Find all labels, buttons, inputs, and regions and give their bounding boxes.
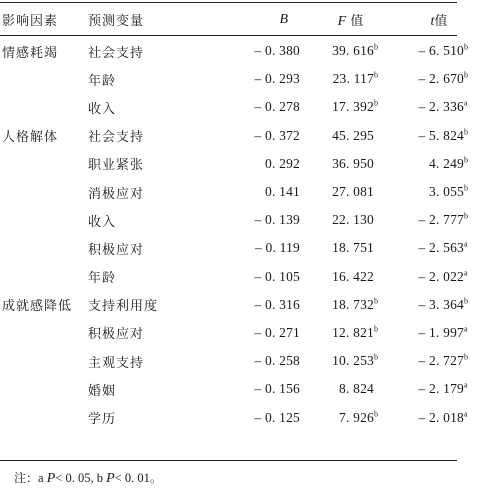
regression-table [0,6,485,432]
footnote-threshold-2: < 0. 01。 [114,471,163,485]
variable-cell: 收入 [88,214,117,230]
f-value: 18. 751 [332,240,374,256]
table-row [0,122,485,150]
b-cell: – 0. 139 [254,212,300,228]
f-cell [308,122,393,150]
variable-cell: 年龄 [88,73,117,89]
f-cell [308,319,393,347]
t-significance-mark: a [464,324,468,334]
b-cell: – 0. 258 [254,353,300,369]
variable-cell: 积极应对 [88,327,145,343]
t-significance-mark: a [464,98,468,108]
f-value: 18. 732 [332,296,374,312]
t-cell [393,291,485,319]
f-significance-mark: b [374,324,379,334]
table-row [0,291,485,319]
b-cell: 0. 141 [265,184,300,200]
f-value: 23. 117 [332,71,374,87]
factor-cell [0,93,82,121]
f-significance-mark: b [374,296,379,306]
header-row [0,6,485,33]
f-significance-mark: b [374,352,379,362]
b-cell: – 0. 316 [254,296,300,312]
f-cell [308,33,393,65]
variable-cell: 支持利用度 [88,299,159,315]
factor-cell [0,150,82,178]
t-cell [393,403,485,431]
t-value: – 2. 022 [418,268,464,284]
factor-cell [0,375,82,403]
table-row [0,319,485,347]
f-cell [308,263,393,291]
b-cell: – 0. 125 [254,409,300,425]
f-cell [308,93,393,121]
f-cell [308,178,393,206]
f-cell [308,234,393,262]
variable-cell: 积极应对 [88,242,145,258]
f-value: 8. 824 [339,381,374,397]
header-t-word: 值 [434,13,448,29]
t-significance-mark: b [464,42,469,52]
b-cell: 0. 292 [265,155,300,171]
table-row [0,403,485,431]
variable-cell: 学历 [88,412,117,428]
header-f-word: 值 [346,13,364,29]
t-value: – 2. 727 [418,353,464,369]
f-value: 7. 926 [339,409,374,425]
table-footnote [14,468,162,487]
t-value: – 2. 179 [418,381,464,397]
t-cell [393,33,485,65]
factor-cell [0,263,82,291]
table-row [0,150,485,178]
f-cell [308,65,393,93]
factor-cell [0,178,82,206]
t-significance-mark: b [464,211,469,221]
variable-cell: 社会支持 [88,45,145,61]
t-cell [393,150,485,178]
b-cell: – 0. 119 [255,240,300,256]
f-value: 16. 422 [332,268,374,284]
t-value: – 2. 563 [418,240,464,256]
t-significance-mark: a [464,239,468,249]
table-row [0,347,485,375]
variable-cell: 年龄 [88,271,117,287]
t-significance-mark: a [464,268,468,278]
table-row [0,234,485,262]
header-f [308,6,393,33]
table-row [0,206,485,234]
factor-cell [0,347,82,375]
b-cell: – 0. 156 [254,381,300,397]
footnote-threshold-1: < 0. 05, b [55,471,107,485]
b-cell: – 0. 372 [254,127,300,143]
t-value: – 1. 997 [418,324,464,340]
t-value: – 5. 824 [418,127,464,143]
t-cell [393,93,485,121]
f-cell [308,291,393,319]
t-cell [393,375,485,403]
t-value: – 2. 018 [418,409,464,425]
t-value: – 6. 510 [418,43,464,59]
f-significance-mark: b [374,42,379,52]
header-b: B [279,11,288,27]
factor-cell: 人格解体 [2,130,59,146]
header-factor: 影响因素 [2,14,59,29]
t-significance-mark: b [464,155,469,165]
f-cell [308,206,393,234]
t-significance-mark: b [464,70,469,80]
b-cell: – 0. 380 [254,43,300,59]
f-cell [308,403,393,431]
f-significance-mark: b [374,409,379,419]
f-value: 36. 950 [332,155,374,171]
header-f-symbol: F [337,13,347,29]
f-value: 10. 253 [332,353,374,369]
variable-cell: 收入 [88,101,117,117]
t-cell [393,234,485,262]
variable-cell: 主观支持 [88,355,145,371]
table-body [0,33,485,432]
f-cell [308,150,393,178]
t-value: – 2. 670 [418,71,464,87]
t-value: 4. 249 [429,155,464,171]
t-significance-mark: b [464,352,469,362]
f-value: 17. 392 [332,99,374,115]
variable-cell: 社会支持 [88,130,145,146]
t-significance-mark: a [464,380,468,390]
table-row [0,33,485,65]
f-value: 22. 130 [332,212,374,228]
t-cell [393,319,485,347]
t-significance-mark: b [464,127,469,137]
factor-cell [0,403,82,431]
t-significance-mark: a [464,409,468,419]
t-significance-mark: b [464,183,469,193]
t-value: – 3. 364 [418,296,464,312]
footnote-a: a [38,471,47,485]
footnote-p-symbol-1: P [46,471,56,486]
footnote-p-symbol-2: P [106,471,115,486]
t-value: 3. 055 [429,184,464,200]
factor-cell: 情感耗竭 [2,45,59,61]
t-cell [393,122,485,150]
footnote-label: 注： [14,471,39,485]
t-cell [393,263,485,291]
header-t-symbol: t [430,13,435,29]
t-value: – 2. 336 [418,99,464,115]
table-header [0,6,485,33]
b-cell: – 0. 105 [254,268,300,284]
table-row [0,178,485,206]
header-t [393,6,485,33]
top-rule [0,2,457,3]
b-cell: – 0. 271 [254,324,300,340]
f-cell [308,347,393,375]
t-cell [393,178,485,206]
table-row [0,263,485,291]
factor-cell [0,206,82,234]
variable-cell: 婚姻 [88,383,117,399]
f-significance-mark: b [374,70,379,80]
f-value: 45. 295 [332,127,374,143]
header-variable: 预测变量 [88,14,145,29]
b-cell: – 0. 293 [254,71,300,87]
table-row [0,93,485,121]
f-value: 39. 616 [332,43,374,59]
t-value: – 2. 777 [418,212,464,228]
f-significance-mark: b [374,98,379,108]
factor-cell [0,319,82,347]
table-row [0,375,485,403]
variable-cell: 消极应对 [88,186,145,202]
t-cell [393,206,485,234]
variable-cell: 职业紧张 [88,158,145,174]
factor-cell [0,234,82,262]
f-cell [308,375,393,403]
factor-cell [0,65,82,93]
t-cell [393,65,485,93]
table-row [0,65,485,93]
t-cell [393,347,485,375]
b-cell: – 0. 278 [254,99,300,115]
f-value: 27. 081 [332,184,374,200]
t-significance-mark: b [464,296,469,306]
f-value: 12. 821 [332,324,374,340]
bottom-rule [0,460,457,461]
factor-cell: 成就感降低 [2,299,73,315]
